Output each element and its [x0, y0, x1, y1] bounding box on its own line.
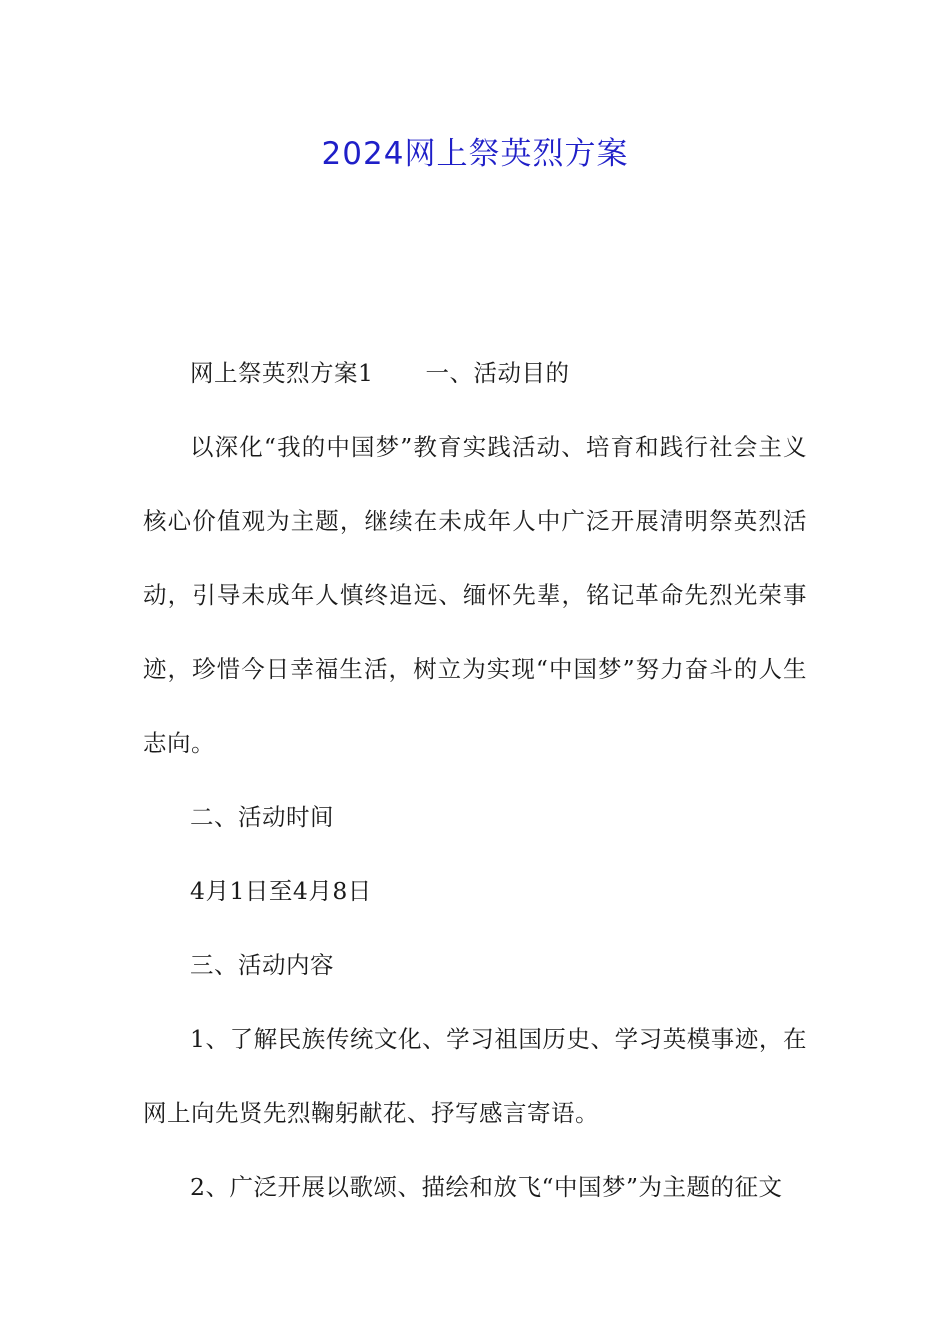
paragraph-content-item-2: 2、广泛开展以歌颂、描绘和放飞“中国梦”为主题的征文 — [190, 1173, 783, 1201]
paragraph-time: 4月1日至4月8日 — [190, 877, 372, 905]
document-body — [143, 336, 807, 1224]
paragraph-plan-heading — [143, 336, 807, 410]
section-time-heading: 二、活动时间 — [190, 803, 334, 831]
document-title: 2024网上祭英烈方案 — [321, 136, 629, 172]
paragraph-content-item-1: 1、了解民族传统文化、学习祖国历史、学习英模事迹，在网上向先贤先烈鞠躬献花、抒写感言寄语。 — [143, 1025, 807, 1127]
section-purpose-heading: 一、活动目的 — [425, 359, 570, 387]
plan-subtitle: 网上祭英烈方案1 — [190, 359, 374, 387]
paragraph-purpose: 以深化“我的中国梦”教育实践活动、培育和践行社会主义核心价值观为主题，继续在未成年人中广泛开展清明祭英烈活动，引导未成年人慎终追远、缅怀先辈，铭记革命先烈光荣事迹，珍惜今日幸福生活，树立为实现“中国梦”努力奋斗的人生志向。 — [143, 433, 807, 757]
section-content-heading: 三、活动内容 — [190, 951, 334, 979]
